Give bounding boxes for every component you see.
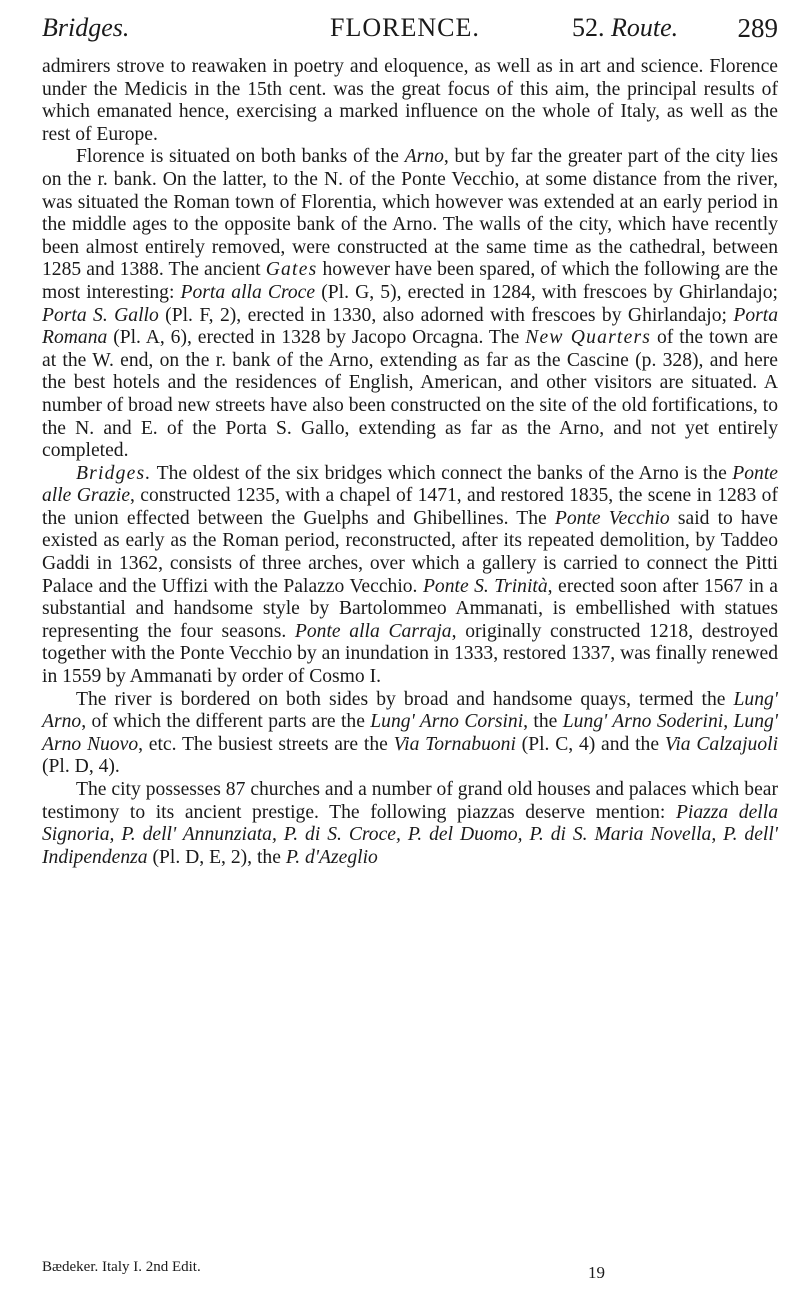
lung-arno-nuovo: Lung' Arno Nuovo xyxy=(42,711,778,755)
via-calzajuoli: Via Calzajuoli xyxy=(664,733,779,755)
porta-alla-croce: Porta alla Croce xyxy=(180,281,316,303)
piazza-azeglio: P. d'Azeglio xyxy=(285,846,378,868)
header-route-word: Route. xyxy=(611,13,679,42)
ponte-alla-carraja: Ponte alla Carraja xyxy=(294,620,452,642)
via-tornabuoni: Via Tornabuoni xyxy=(393,733,516,755)
paragraph-2: Florence is situated on both banks of the Arno, but by far the greater part of the city lies on the r. bank. On the latter, to the N. of the Ponte Vecchio, at some distance from the river, was situated the Roman town of Florentia, which however was extended at an early period in the middle ages to the opposite bank of the Arno. The walls of the city, which have recently been almost entirely removed, were constructed at the same time as the cathedral, between 1285 and 1388. The ancient Gates however have been spared, of which the following are the most interesting: Porta alla Croce (Pl. G, 5), erected in 1284, with frescoes by Ghirlandajo; Porta S. Gallo (Pl. F, 2), erected in 1330, also adorned with frescoes by Ghirlandajo; Porta Romana (Pl. A, 6), erected in 1328 by Jacopo Orcagna. The New Quarters of the town are at the W. end, on the r. bank of the Arno, extending as far as the Cascine (p. 328), and here the best hotels and the residences of English, American, and other visitors are situated. A number of broad new streets have also been constructed on the site of the old fortifications, to the N. and E. of the Porta S. Gallo, extending as far as the Arno, and not yet entirely completed. xyxy=(42,146,778,462)
header-route-number: 52. xyxy=(572,13,605,42)
signature-mark: 19 xyxy=(588,1263,605,1282)
header-section-title: Bridges. xyxy=(42,13,130,42)
porta-s-gallo: Porta S. Gallo xyxy=(42,304,159,326)
lung-arno-corsini: Lung' Arno Corsini xyxy=(370,711,524,733)
header-route xyxy=(572,6,678,50)
bridges-heading: Bridges. xyxy=(76,462,152,484)
paragraph-3: Bridges. The oldest of the six bridges which connect the banks of the Arno is the Ponte alle Grazie, constructed 1235, with a chapel of 1471, and restored 1835, the scene in 1283 of the union effected between the Guelphs and Ghibellines. The Ponte Vecchio said to have existed as early as the Roman period, reconstructed, after its repeated demolition, by Taddeo Gaddi in 1362, consists of three arches, over which a gallery is carried to connect the Pitti Palace and the Uffizi with the Palazzo Vecchio. Ponte S. Trinità, erected soon after 1567 in a substantial and handsome style by Bartolommeo Ammanati, is embellished with statues representing the four seasons. Ponte alla Carraja, originally constructed 1218, destroyed together with the Ponte Vecchio by an inundation in 1333, restored 1337, was finally renewed in 1559 by Ammanati by order of Cosmo I. xyxy=(42,462,778,688)
body-text xyxy=(42,56,778,869)
lung-arno: Lung' Arno xyxy=(42,688,778,733)
page-footer xyxy=(42,1256,778,1282)
gates-heading: Gates xyxy=(265,259,318,281)
ponte-alle-grazie: Ponte alle Grazie xyxy=(42,462,778,507)
piazza-list: Piazza della Signoria, P. dell' Annunziata, P. di S. Croce, P. del Duomo, P. di S. Maria Novella, P. dell' Indipendenza xyxy=(42,801,778,868)
ponte-vecchio: Ponte Vecchio xyxy=(554,507,670,529)
header-city: FLORENCE. xyxy=(330,13,480,42)
ponte-s-trinita: Ponte S. Trinità xyxy=(422,575,548,597)
arno-emphasis: Arno xyxy=(404,146,444,168)
paragraph-5: The city possesses 87 churches and a number of grand old houses and palaces which bear testimony to its ancient prestige. The following piazzas deserve mention: Piazza della Signoria, P. dell' Annunziata, P. di S. Croce, P. del Duomo, P. di S. Maria Novella, P. dell' Indipendenza (Pl. D, E, 2), the P. d'Azeglio xyxy=(42,779,778,868)
page-number: 289 xyxy=(737,13,778,43)
paragraph-1: admirers strove to reawaken in poetry and eloquence, as well as in art and science. Florence under the Medicis in the 15th cent. was the great focus of this aim, the principal results of which emanated hence, exercising a marked influence on the whole of Italy, as well as the rest of Europe. xyxy=(42,56,778,145)
footer-imprint: Bædeker. Italy I. 2nd Edit. xyxy=(42,1259,201,1275)
new-quarters-heading: New Quarters xyxy=(525,327,652,349)
lung-arno-soderini: Lung' Arno Soderini xyxy=(562,711,724,733)
porta-romana: Porta Romana xyxy=(42,304,778,349)
paragraph-4: The river is bordered on both sides by broad and handsome quays, termed the Lung' Arno, of which the different parts are the Lung' Arno Corsini, the Lung' Arno Soderini, Lung' Arno Nuovo, etc. The busiest streets are the Via Tornabuoni (Pl. C, 4) and the Via Calzajuoli (Pl. D, 4). xyxy=(42,688,779,778)
running-header xyxy=(42,6,778,50)
